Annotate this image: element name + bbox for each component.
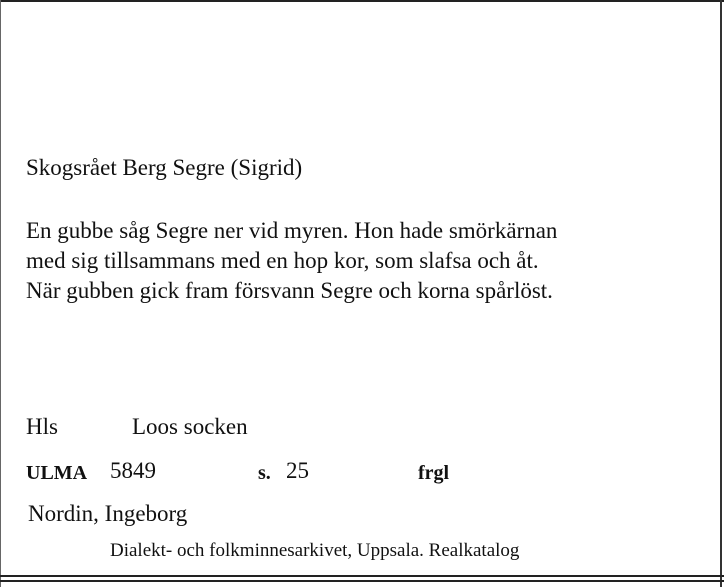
archive-label: ULMA <box>26 462 88 484</box>
page-number: 25 <box>286 458 309 483</box>
card-body-text <box>26 216 557 306</box>
body-line-2: med sig tillsammans med en hop kor, som slafsa och åt. <box>26 248 539 273</box>
archive-footer: Dialekt- och folkminnesarkivet, Uppsala. Realkatalog <box>110 540 520 561</box>
category-code: frgl <box>418 462 450 484</box>
card-left-edge <box>0 0 1 587</box>
parish-name: Loos socken <box>132 414 248 439</box>
card-top-edge <box>0 0 724 2</box>
body-line-1: En gubbe såg Segre ner vid myren. Hon hade smörkärnan <box>26 218 558 243</box>
card-bottom-edge-outer <box>0 580 724 582</box>
card-right-edge <box>720 0 722 587</box>
page-label: s. <box>258 462 271 484</box>
recorder-name: Nordin, Ingeborg <box>28 501 188 526</box>
region-code: Hls <box>26 414 58 439</box>
body-line-3: När gubben gick fram försvann Segre och korna spårlöst. <box>26 278 553 303</box>
card-title: Skogsrået Berg Segre (Sigrid) <box>26 155 303 180</box>
card-bottom-edge <box>0 575 724 577</box>
archive-number: 5849 <box>110 458 156 483</box>
